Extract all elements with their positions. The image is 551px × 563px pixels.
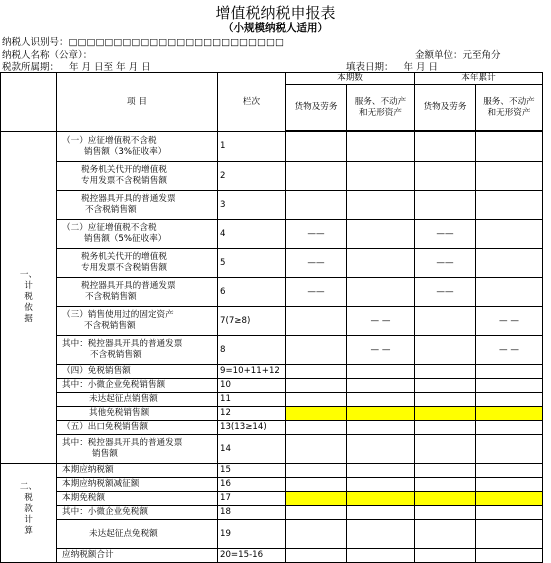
row-line-no: 13(13≥14) xyxy=(218,421,286,435)
row-line-no: 17 xyxy=(218,492,286,506)
cell-services-current[interactable] xyxy=(347,220,415,249)
cell-goods-current[interactable] xyxy=(286,132,347,162)
section-1-label xyxy=(1,132,57,464)
fill-date-value[interactable]: 年 月 日 xyxy=(403,62,439,73)
cell-goods-ytd[interactable] xyxy=(415,464,476,478)
cell-goods-current[interactable] xyxy=(286,191,347,220)
cell-goods-current[interactable] xyxy=(286,336,347,365)
row-label-line2: 不含税销售额 xyxy=(90,350,142,360)
cell-goods-ytd[interactable] xyxy=(415,379,476,393)
fill-date-label: 填表日期： xyxy=(346,62,394,73)
table-row xyxy=(1,407,543,421)
section-1-char: 税 xyxy=(24,292,33,302)
table-row xyxy=(1,249,543,278)
cell-goods-current-na: —— xyxy=(286,249,347,278)
row-label-line2: 不含税销售额 xyxy=(85,292,137,302)
cell-goods-ytd[interactable] xyxy=(415,478,476,492)
cell-services-ytd[interactable] xyxy=(476,278,543,307)
table-row xyxy=(1,379,543,393)
cell-goods-ytd-na: —— xyxy=(415,278,476,307)
row-line-no: 8 xyxy=(218,336,286,365)
table-row xyxy=(1,220,543,249)
section-1-char: 据 xyxy=(24,314,33,324)
taxpayer-id-label: 纳税人识别号： xyxy=(2,37,69,48)
cell-goods-ytd[interactable] xyxy=(415,162,476,191)
table-row xyxy=(1,506,543,520)
table-row xyxy=(1,365,543,379)
cell-goods-ytd[interactable] xyxy=(415,549,476,563)
section-1-char: 依 xyxy=(24,303,33,313)
taxpayer-id-row xyxy=(2,34,284,48)
cell-services-current[interactable] xyxy=(347,379,415,393)
section-1-char: 一、 xyxy=(19,270,38,280)
row-line-no: 5 xyxy=(218,249,286,278)
row-label-line2: 销售额（3%征收率） xyxy=(84,146,167,157)
cell-goods-current[interactable] xyxy=(286,162,347,191)
fill-date xyxy=(346,59,438,73)
cell-services-ytd[interactable] xyxy=(476,464,543,478)
cell-services-ytd[interactable] xyxy=(476,549,543,563)
row-label-line1: 其中：税控器具开具的普通发票 xyxy=(62,339,183,349)
row-label xyxy=(57,220,218,249)
row-line-no: 20=15-16 xyxy=(218,549,286,563)
row-label-line2: 不含税销售额 xyxy=(85,205,137,215)
row-line-no: 6 xyxy=(218,278,286,307)
taxpayer-name-label: 纳税人名称（公章）： xyxy=(2,50,93,61)
cell-services-ytd[interactable] xyxy=(476,435,543,464)
table-row xyxy=(1,307,543,336)
cell-services-current-na: — — xyxy=(347,336,415,365)
table-row xyxy=(1,520,543,549)
row-label xyxy=(57,132,218,162)
table-row xyxy=(1,162,543,191)
table-row xyxy=(1,278,543,307)
row-label-line1: 税务机关代开的增值税 xyxy=(81,252,167,262)
row-line-no: 7(7≥8) xyxy=(218,307,286,336)
header-services-current xyxy=(347,85,415,131)
header-services-line1: 服务、不动产 xyxy=(483,96,535,107)
cell-goods-current[interactable] xyxy=(286,520,347,549)
cell-services-ytd[interactable] xyxy=(476,520,543,549)
cell-services-current[interactable] xyxy=(347,191,415,220)
cell-services-ytd[interactable] xyxy=(476,393,543,407)
row-label: 其中：小微企业免税销售额 xyxy=(57,379,218,393)
row-line-no: 12 xyxy=(218,407,286,421)
highlighted-cell[interactable] xyxy=(347,492,415,506)
row-label xyxy=(57,435,218,464)
table-row xyxy=(1,191,543,220)
row-label-line1: 税控器具开具的普通发票 xyxy=(81,281,176,291)
table-row xyxy=(1,421,543,435)
cell-goods-ytd[interactable] xyxy=(415,132,476,162)
cell-services-current[interactable] xyxy=(347,421,415,435)
tax-return-table xyxy=(0,72,543,563)
cell-goods-current[interactable] xyxy=(286,307,347,336)
highlighted-cell[interactable] xyxy=(286,407,347,421)
cell-services-ytd-na: — — xyxy=(476,307,543,336)
header-ytd: 本年累计 xyxy=(415,73,543,85)
row-label-line1: （二）应征增值税不含税 xyxy=(62,223,157,233)
header-line-no: 栏次 xyxy=(218,73,286,132)
highlighted-cell[interactable] xyxy=(415,407,476,421)
row-label: 本期应纳税额 xyxy=(57,464,218,478)
row-line-no: 10 xyxy=(218,379,286,393)
cell-services-current[interactable] xyxy=(347,520,415,549)
cell-goods-current[interactable] xyxy=(286,435,347,464)
cell-goods-ytd[interactable] xyxy=(415,435,476,464)
row-line-no: 1 xyxy=(218,132,286,162)
cell-services-ytd[interactable] xyxy=(476,249,543,278)
row-label-line2: 专用发票不含税销售额 xyxy=(81,263,167,273)
cell-goods-ytd[interactable] xyxy=(415,506,476,520)
table-row xyxy=(1,435,543,464)
cell-goods-ytd[interactable] xyxy=(415,393,476,407)
header-goods-current: 货物及劳务 xyxy=(286,85,347,131)
table-row xyxy=(1,492,543,506)
cell-services-current[interactable] xyxy=(347,132,415,162)
table-row xyxy=(1,393,543,407)
cell-goods-ytd[interactable] xyxy=(415,365,476,379)
row-label-line2: 销售额 xyxy=(92,449,118,459)
taxpayer-id-boxes[interactable]: □□□□□□□□□□□□□□□□□□□□□□□□ xyxy=(68,37,284,48)
cell-services-current[interactable] xyxy=(347,478,415,492)
row-label: （五）出口免税销售额 xyxy=(57,421,218,435)
row-label: 其中：小微企业免税额 xyxy=(57,506,218,520)
cell-services-current[interactable] xyxy=(347,162,415,191)
row-label: 未达起征点免税额 xyxy=(57,520,218,549)
row-line-no: 9=10+11+12 xyxy=(218,365,286,379)
cell-services-ytd[interactable] xyxy=(476,506,543,520)
row-label-line2: 销售额（5%征收率） xyxy=(84,234,167,244)
cell-goods-current[interactable] xyxy=(286,393,347,407)
row-line-no: 16 xyxy=(218,478,286,492)
header-services-line2: 和无形资产 xyxy=(359,107,402,118)
cell-services-ytd[interactable] xyxy=(476,191,543,220)
cell-goods-ytd[interactable] xyxy=(415,191,476,220)
table-row xyxy=(1,478,543,492)
cell-goods-ytd-na: —— xyxy=(415,249,476,278)
row-line-no: 4 xyxy=(218,220,286,249)
header-goods-ytd: 货物及劳务 xyxy=(415,85,476,131)
section-1-char: 计 xyxy=(24,281,33,291)
row-line-no: 18 xyxy=(218,506,286,520)
table-row xyxy=(1,132,543,162)
row-line-no: 14 xyxy=(218,435,286,464)
header-services-line1: 服务、不动产 xyxy=(354,96,407,107)
section-2-char: 款 xyxy=(24,504,33,514)
row-label: 本期免税额 xyxy=(57,492,218,506)
cell-goods-current-na: —— xyxy=(286,220,347,249)
cell-goods-ytd[interactable] xyxy=(415,520,476,549)
header-services-line2: 和无形资产 xyxy=(487,107,531,118)
row-line-no: 15 xyxy=(218,464,286,478)
row-label-line1: 其中：税控器具开具的普通发票 xyxy=(62,438,183,448)
row-label-line2: 不含税销售额 xyxy=(84,321,136,331)
section-2-label xyxy=(1,464,57,563)
highlighted-cell[interactable] xyxy=(286,492,347,506)
cell-services-ytd[interactable] xyxy=(476,162,543,191)
row-label-line1: （一）应征增值税不含税 xyxy=(62,135,157,146)
cell-services-current[interactable] xyxy=(347,549,415,563)
row-label xyxy=(57,307,218,336)
cell-goods-current[interactable] xyxy=(286,379,347,393)
section-2-char: 算 xyxy=(24,526,33,536)
cell-goods-ytd[interactable] xyxy=(415,336,476,365)
section-2-char: 计 xyxy=(24,515,33,525)
row-label: 其他免税销售额 xyxy=(57,407,218,421)
table-row xyxy=(1,336,543,365)
cell-services-ytd[interactable] xyxy=(476,132,543,162)
cell-services-current[interactable] xyxy=(347,278,415,307)
cell-services-current[interactable] xyxy=(347,249,415,278)
header-services-ytd xyxy=(476,85,543,131)
cell-goods-current[interactable] xyxy=(286,464,347,478)
tax-period xyxy=(2,59,151,73)
row-label-line1: 税务机关代开的增值税 xyxy=(81,165,167,175)
section-2-char: 二、 xyxy=(19,482,38,492)
form-title: 增值税纳税申报表 xyxy=(215,4,336,22)
cell-services-current[interactable] xyxy=(347,365,415,379)
table-row xyxy=(1,464,543,478)
row-label xyxy=(57,249,218,278)
amount-unit: 金额单位：元至角分 xyxy=(415,50,501,61)
header-item: 项 目 xyxy=(57,73,218,132)
row-label: 本期应纳税额减征额 xyxy=(57,478,218,492)
cell-goods-current[interactable] xyxy=(286,478,347,492)
row-label: 未达起征点销售额 xyxy=(57,393,218,407)
cell-services-ytd[interactable] xyxy=(476,379,543,393)
row-line-no: 2 xyxy=(218,162,286,191)
row-label: 应纳税额合计 xyxy=(57,549,218,563)
cell-services-ytd[interactable] xyxy=(476,220,543,249)
cell-goods-ytd[interactable] xyxy=(415,421,476,435)
row-label xyxy=(57,191,218,220)
row-line-no: 3 xyxy=(218,191,286,220)
row-label: （四）免税销售额 xyxy=(57,365,218,379)
cell-services-current[interactable] xyxy=(347,393,415,407)
header-blank-cell xyxy=(1,73,57,132)
row-label xyxy=(57,278,218,307)
cell-services-ytd[interactable] xyxy=(476,421,543,435)
row-label-line2: 专用发票不含税销售额 xyxy=(81,176,167,186)
table-row xyxy=(1,549,543,563)
cell-services-current[interactable] xyxy=(347,435,415,464)
row-label-line1: （三）销售使用过的固定资产 xyxy=(62,310,174,320)
row-label-line1: 税控器具开具的普通发票 xyxy=(81,194,176,204)
cell-goods-current[interactable] xyxy=(286,506,347,520)
cell-goods-ytd-na: —— xyxy=(415,220,476,249)
section-2-char: 税 xyxy=(24,493,33,503)
cell-services-ytd-na: — — xyxy=(476,336,543,365)
highlighted-cell[interactable] xyxy=(347,407,415,421)
cell-goods-current[interactable] xyxy=(286,365,347,379)
highlighted-cell[interactable] xyxy=(476,492,543,506)
row-line-no: 19 xyxy=(218,520,286,549)
cell-services-ytd[interactable] xyxy=(476,478,543,492)
row-line-no: 11 xyxy=(218,393,286,407)
cell-goods-current[interactable] xyxy=(286,549,347,563)
cell-services-current[interactable] xyxy=(347,464,415,478)
tax-period-value[interactable]: 年 月 日至 年 月 日 xyxy=(69,62,151,73)
highlighted-cell[interactable] xyxy=(415,492,476,506)
header-current-period: 本期数 xyxy=(286,73,415,85)
highlighted-cell[interactable] xyxy=(476,407,543,421)
cell-goods-current[interactable] xyxy=(286,421,347,435)
cell-goods-current-na: —— xyxy=(286,278,347,307)
row-label xyxy=(57,336,218,365)
form-subtitle: （小规模纳税人适用） xyxy=(223,22,328,34)
cell-services-current-na: — — xyxy=(347,307,415,336)
row-label xyxy=(57,162,218,191)
tax-period-label: 税款所属期： xyxy=(2,62,60,73)
cell-services-ytd[interactable] xyxy=(476,365,543,379)
cell-goods-ytd[interactable] xyxy=(415,307,476,336)
cell-services-current[interactable] xyxy=(347,506,415,520)
